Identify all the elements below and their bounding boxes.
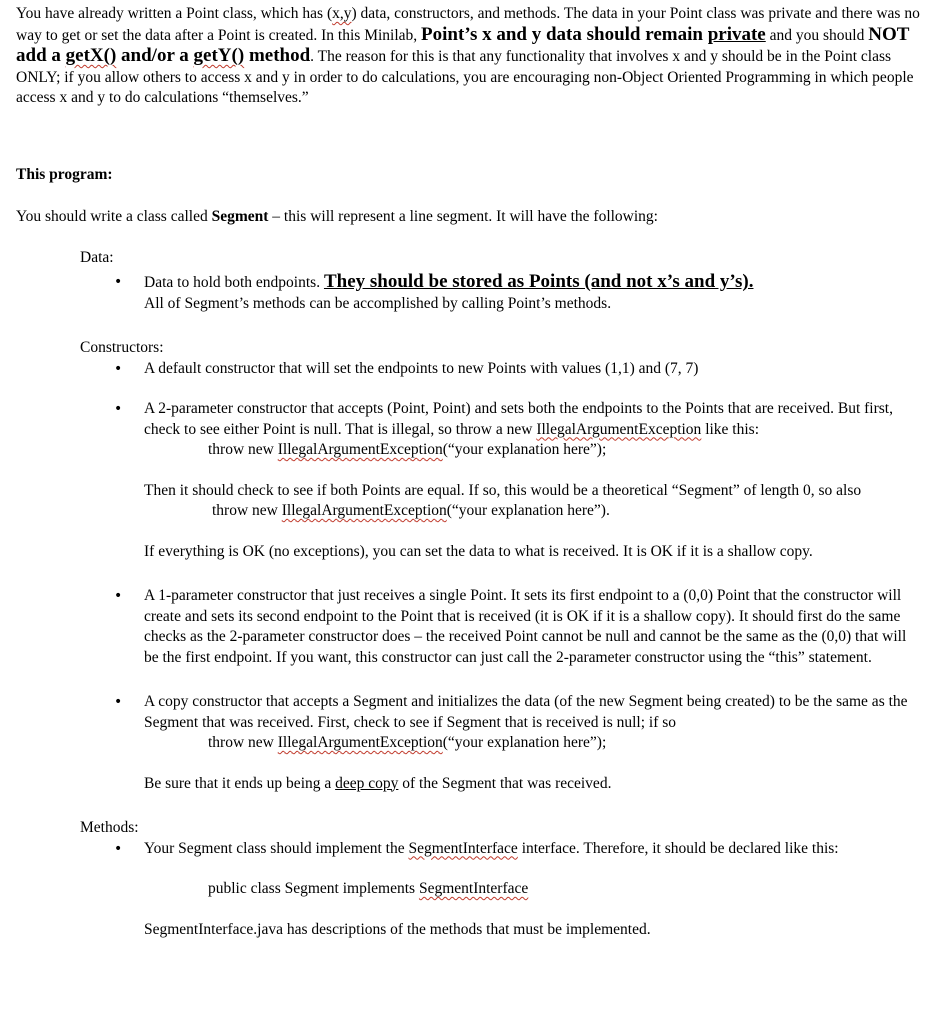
intro-text-1: You have already written a Point class, which has ( (16, 5, 333, 22)
intro-emphasis-2: NOT add a (16, 23, 910, 66)
intro-text-2: ) data, constructors, and methods. The data in your Point class was private and there was no way to get or set the data after a Point is created. In this Minilab, (16, 5, 920, 44)
data-item: • Data to hold both endpoints. They should be stored as Points (and not x’s and y’s). All of Segment’s methods can be accomplished by calling Point’s methods. (144, 272, 921, 314)
intro-paragraph (16, 4, 921, 109)
methods-label: Methods: (80, 819, 139, 836)
default-constructor-item: • A default constructor that will set the endpoints to new Points with values (1,1) and (7, 7) (144, 359, 921, 380)
throw-statement-1: throw new IllegalArgumentException(“your explanation here”); (208, 441, 607, 458)
exception-name: IllegalArgumentException (536, 420, 702, 438)
throw-statement-3: throw new IllegalArgumentException(“your explanation here”); (208, 734, 607, 751)
document-page (16, 4, 921, 940)
equal-check-text: Then it should check to see if both Points are equal. If so, this would be a theoretical “Segment” of length 0, so also (144, 481, 862, 499)
methods-item: • Your Segment class should implement the SegmentInterface interface. Therefore, it should be declared like this: public class Segment implements SegmentInterface SegmentInterface.java has descriptions of the methods that must be implemented. (144, 839, 921, 941)
class-declaration: public class Segment implements SegmentInterface (208, 880, 529, 897)
intro-private-word: private (707, 23, 766, 45)
intro-emphasis-1: Point’s x and y data should remain (421, 23, 708, 45)
deep-copy-word: deep copy (335, 774, 399, 792)
methods-list (16, 839, 921, 941)
copy-constructor-item: • A copy constructor that accepts a Segment and initializes the data (of the new Segment being created) to be the same as the Segment that was received. First, check to see if Segment that is received is null; if so throw new IllegalArgumentException(“your explanation here”); Be sure that it ends up being a deep copy of the Segment that was received. (144, 692, 921, 794)
constructors-list (16, 359, 921, 795)
intro-getx: getX() (65, 45, 117, 66)
data-emphasis: They should be stored as Points (and not x’s and y’s). (323, 271, 754, 292)
intro-text-4: . The reason for this is that any functionality that involves x and y should be in the Point class ONLY; if you allow others to access x and y in order to do calculations, you are encouraging non-Object Oriented Programming in which people access x and y to do calculations “themselves.” (16, 48, 914, 106)
program-title: This program: (16, 165, 113, 183)
intro-emphasis-3: and/or a (116, 45, 194, 66)
deep-copy-text: Be sure that it ends up being a deep copy of the Segment that was received. (144, 774, 612, 792)
interface-name: SegmentInterface (408, 839, 518, 857)
program-description: You should write a class called Segment – this will represent a line segment. It will have the following: (16, 208, 658, 225)
data-list (16, 272, 921, 314)
two-param-constructor-item: • A 2-parameter constructor that accepts (Point, Point) and sets both the endpoints to the Points that are received. But first, check to see either Point is null. That is illegal, so throw a new IllegalArgumentException like this: throw new IllegalArgumentException(“your explanation here”); Then it should check to see if both Points are equal. If so, this would be a theoretical “Segment” of length 0, so also throw new IllegalArgumentException(“your explanation here”). If everything is OK (no exceptions), you can set the data to what is received. It is OK if it is a shallow copy. (144, 399, 921, 562)
interface-note: SegmentInterface.java has descriptions of the methods that must be implemented. (144, 920, 651, 938)
one-param-constructor-item: • A 1-parameter constructor that just receives a single Point. It sets its first endpoint to a (0,0) Point that the constructor will create and sets its second endpoint to the Point that is received (it is OK if it is a shallow copy). It should first do the same checks as the 2-parameter constructor does – the received Point cannot be null and cannot be the same as the (0,0) that will be the first endpoint. If you want, this constructor can just call the 2-parameter constructor using the “this” statement. (144, 586, 921, 668)
intro-emphasis-4: method (244, 45, 311, 66)
throw-statement-2: throw new IllegalArgumentException(“your explanation here”). (212, 502, 610, 519)
segment-class-name: Segment (211, 208, 269, 225)
constructors-label: Constructors: (80, 339, 164, 356)
data-label: Data: (80, 248, 114, 266)
intro-gety: getY() (193, 45, 245, 66)
ok-text: If everything is OK (no exceptions), you can set the data to what is received. It is OK if it is a shallow copy. (144, 542, 813, 560)
intro-text-3: and you should (765, 26, 869, 44)
intro-xy: x,y (332, 5, 352, 22)
